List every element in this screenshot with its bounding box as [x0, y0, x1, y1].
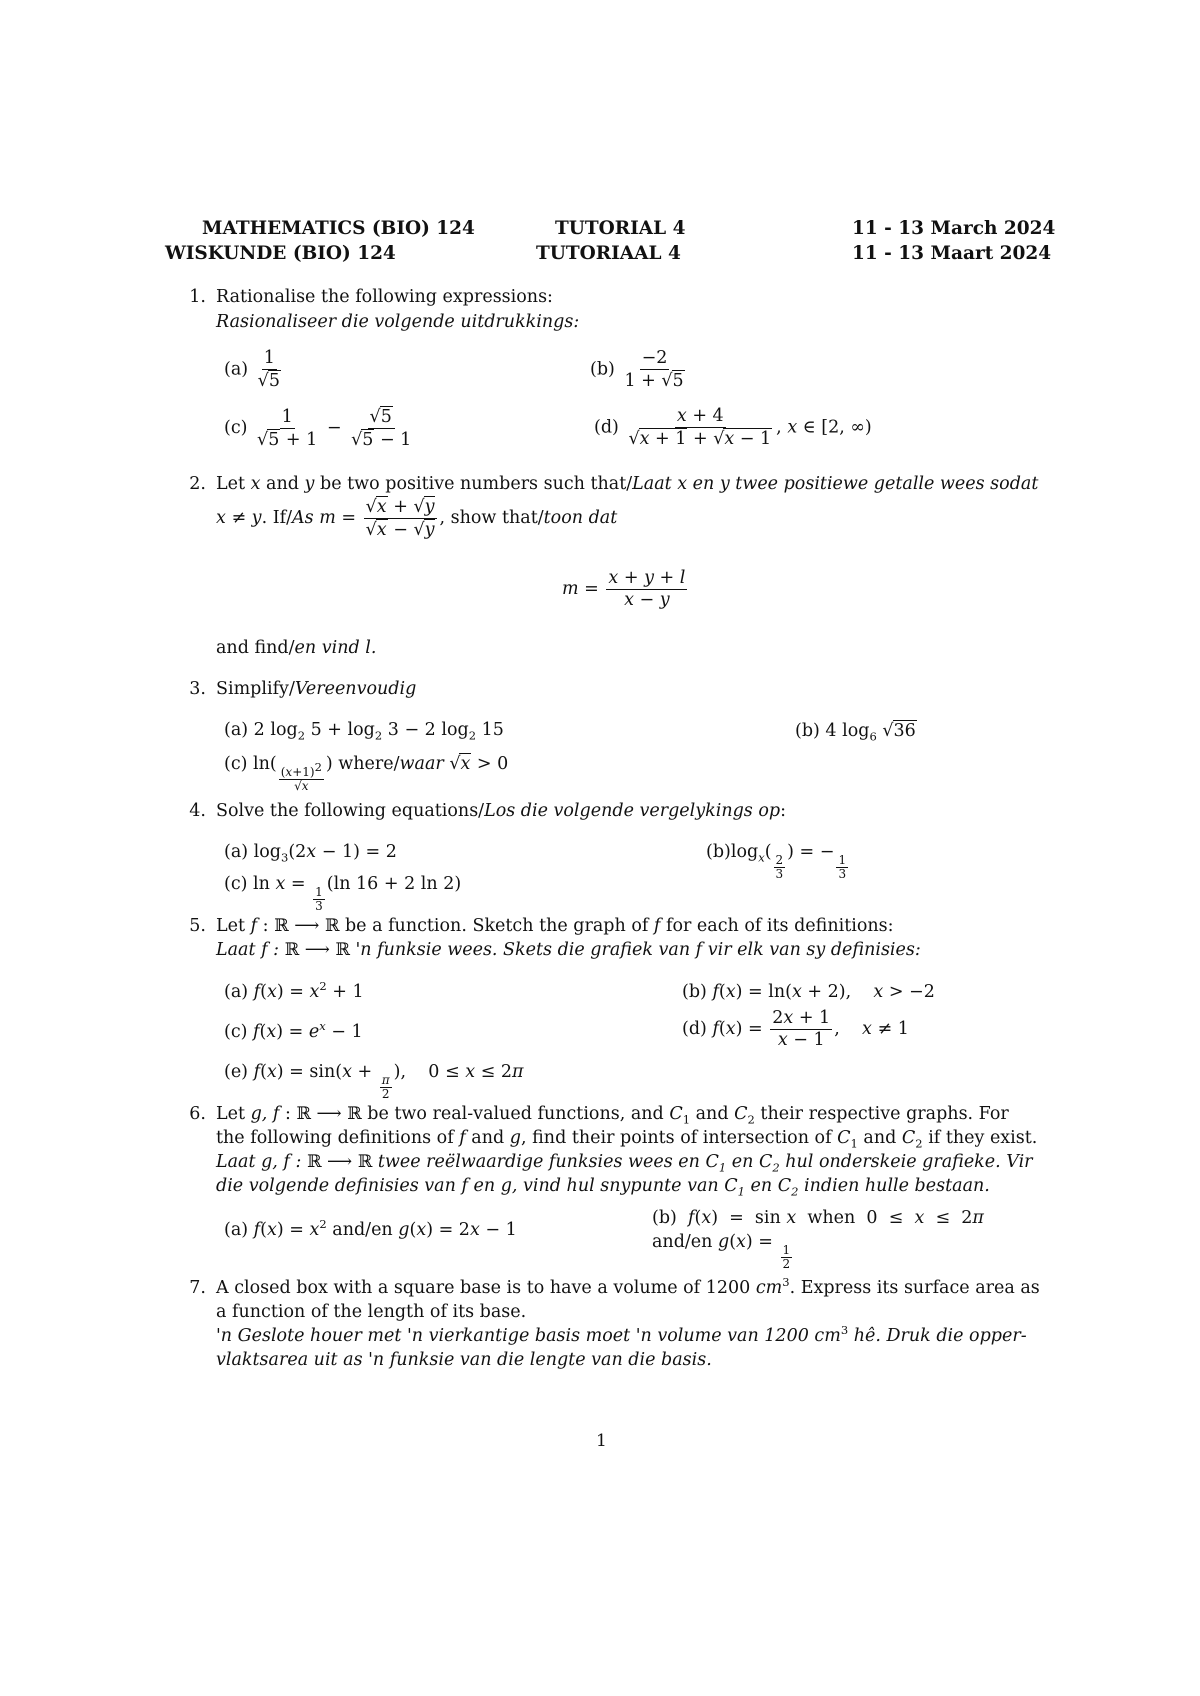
- q6a-expression: (a) $f(x) = x^2$ and/en g(x) = 2x − 1: [224, 1217, 517, 1240]
- q6b-expression-line1: (b) f(x) = sin x when 0 ≤ x ≤ 2π: [652, 1208, 984, 1228]
- q1c-expression: (c) $\frac{1}{√5 + 1}$ − $\frac{√5}{√5 - 1}$: [224, 406, 412, 450]
- q5d-expression: (d) f(x) = $\frac{2x + 1}{x - 1}$ , x ≠ 1: [682, 1008, 909, 1050]
- q1a-label: (a): [224, 359, 249, 380]
- date-en: 11 - 13 March 2024: [852, 218, 1056, 239]
- q5b-expression: (b) f(x) = ln(x + 2), x > −2: [682, 982, 935, 1002]
- q1a-expression: (a) $\frac{1}{√5}$: [224, 348, 280, 391]
- question-2-find: and find/en vind l.: [216, 638, 377, 658]
- question-5-line2: Laat f : ℝ ⟶ ℝ 'n funksie wees. Skets die grafiek van f vir elk van sy definisies:: [216, 940, 921, 960]
- q4a-expression: (a) $\log_3(2x - 1) = 2$: [224, 842, 397, 865]
- page-number: 1: [596, 1431, 607, 1451]
- question-3-text: Simplify/Vereenvoudig: [216, 679, 417, 699]
- question-2-formula: m = $\frac{x + y + l}{x - y}$: [562, 568, 686, 610]
- q1b-label: (b): [590, 359, 615, 380]
- question-6-line3: Laat g, f : ℝ ⟶ ℝ twee reëlwaardige funksies wees en $C_1$ en $C_2$ hul onderskeie grafieke. Vir: [216, 1152, 1033, 1175]
- q5a-expression: (a) $f(x) = x^2 + 1$: [224, 979, 364, 1002]
- q3b-expression: (b) 4 $\log_6 √36$: [795, 721, 916, 744]
- question-1-text-af: Rasionaliseer die volgende uitdrukkings:: [216, 312, 580, 332]
- q1d-label: (d): [594, 417, 619, 438]
- question-1-number: 1.: [189, 287, 206, 307]
- q3c-expression: (c) ln( $\frac{(x+1)^2}{√x}$ ) where/waar √x > 0: [224, 754, 509, 793]
- question-5-line1: Let f : ℝ ⟶ ℝ be a function. Sketch the graph of f for each of its definitions:: [216, 916, 894, 936]
- question-5-number: 5.: [189, 916, 206, 936]
- question-7-number: 7.: [189, 1278, 206, 1298]
- course-title-en: MATHEMATICS (BIO) 124: [202, 218, 475, 239]
- q1d-expression: (d) $\frac{x + 4}{√x + 1 + √x - 1}$ , x ∈ [2, ∞): [594, 406, 872, 449]
- question-4-text: Solve the following equations/Los die volgende vergelykings op:: [216, 801, 786, 821]
- q1c-label: (c): [224, 418, 248, 438]
- q4b-expression: $(b)\log_x$( $\frac{2}{3}$ ) = − $\frac{1}{3}$: [706, 842, 847, 881]
- tutorial-title-en: TUTORIAL 4: [555, 218, 686, 239]
- question-1-text-en: Rationalise the following expressions:: [216, 287, 553, 307]
- question-7-line3: 'n Geslote houer met 'n vierkantige basis moet 'n volume van 1200 $cm^3$ hê. Druk die opper-: [216, 1323, 1027, 1346]
- question-2-line1: Let x and y be two positive numbers such that/Laat x en y twee positiewe getalle wees sodat: [216, 474, 1039, 494]
- question-6-number: 6.: [189, 1104, 206, 1124]
- question-2-number: 2.: [189, 474, 206, 494]
- question-4-number: 4.: [189, 801, 206, 821]
- date-af: 11 - 13 Maart 2024: [852, 243, 1052, 264]
- course-title-af: WISKUNDE (BIO) 124: [165, 243, 396, 264]
- q6b-expression-line2: and/en g(x) = $\frac{1}{2}$: [652, 1232, 791, 1271]
- tutorial-title-af: TUTORIAAL 4: [536, 243, 681, 264]
- q4c-expression: (c) ln x = $\frac{1}{3}$ (ln 16 + 2 ln 2): [224, 874, 462, 913]
- question-7-line2: a function of the length of its base.: [216, 1302, 527, 1322]
- question-2-line2: x ≠ y. If/As m = $\frac{√x + √y}{√x - √y}$ , show that/toon dat: [216, 497, 618, 540]
- q3a-expression: (a) 2 $\log_2 5 + \log_2 3 - 2$ $\log_2 15$: [224, 720, 504, 743]
- q5c-expression: (c) $f(x) = e^x - 1$: [224, 1019, 363, 1042]
- q1b-expression: (b) $\frac{-2}{1 + √5}$: [590, 348, 684, 391]
- question-6-line1: Let g, f : ℝ ⟶ ℝ be two real-valued functions, and $C_1$ and $C_2$ their respective graphs. For: [216, 1104, 1009, 1127]
- q5e-expression: (e) f(x) = sin(x + $\frac{\pi}{2}$ ), 0 ≤ x ≤ 2π: [224, 1062, 524, 1101]
- question-3-number: 3.: [189, 679, 206, 699]
- question-7-line1: A closed box with a square base is to have a volume of 1200 $cm^3$. Express its surface area as: [216, 1275, 1040, 1298]
- question-6-line4: die volgende definisies van f en g, vind hul snypunte van $C_1$ en $C_2$ indien hulle bestaan.: [216, 1176, 990, 1199]
- question-6-line2: the following definitions of f and g, find their points of intersection of $C_1$ and $C_2$ if they exist.: [216, 1128, 1038, 1151]
- question-7-line4: vlaktsarea uit as 'n funksie van die lengte van die basis.: [216, 1350, 712, 1370]
